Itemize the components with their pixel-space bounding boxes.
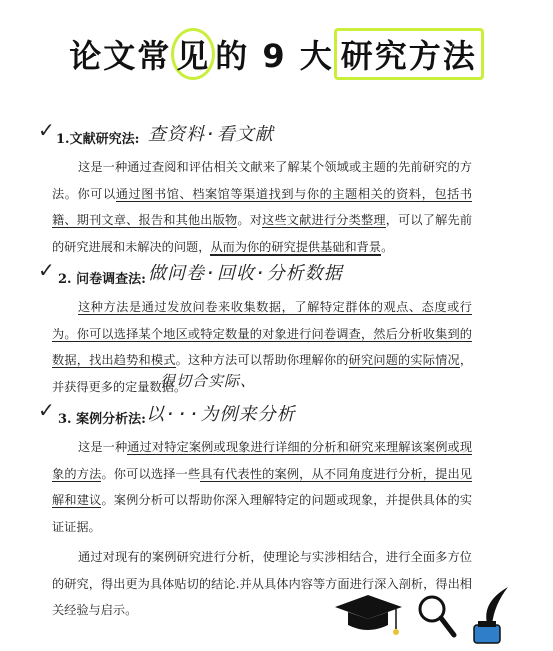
page-title: 论文常 见 的 9 大 研究方法: [0, 28, 553, 80]
graduation-cap-icon: [335, 595, 402, 635]
checkmark-icon: ✓: [38, 118, 55, 142]
handwritten-note-2b: 很切合实际、: [160, 372, 257, 390]
section-heading-3: 3. 案例分析法:: [58, 412, 146, 427]
magnifying-glass-icon: [420, 597, 454, 635]
section-paragraph-1: 这是一种通过查阅和评估相关文献来了解某个领域或主题的先前研究的方法。你可以通过图书馆、档案馆等渠道找到与你的主题相关的资料，包括书籍、期刊文章、报告和其他出版物。对这些文献进行分类整理，可以了解先前的研究进展和未解决的问题，从而为你的研究提供基础和背景。: [52, 160, 473, 254]
summary-paragraph: 通过对现有的案例研究进行分析，使理论与实涉相结合，进行全面多方位的研究，得出更为具体贴切的结论.并从具体内容等方面进行深入剖析，得出相关经验与启示。: [52, 550, 472, 617]
checkmark-icon: ✓: [38, 398, 55, 422]
section-heading-2: 2. 问卷调查法:: [58, 272, 146, 287]
handwritten-note-3: 以···为例来分析: [146, 404, 296, 425]
handwritten-note-2: 做问卷·回收·分析数据: [148, 263, 343, 284]
section-heading-1: 1.文献研究法:: [56, 132, 140, 147]
decoration-icons: [330, 585, 530, 645]
section-paragraph-2: 这种方法是通过发放问卷来收集数据，了解特定群体的观点、态度或行为。你可以选择某个地区或特定数量的对象进行问卷调查，然后分析收集到的数据，找出趋势和模式。这种方法可以帮助你理解你的研究问题的实际情况，并获得更多的定量数据。: [52, 300, 473, 394]
quill-ink-icon: [474, 587, 508, 643]
title-circled-char: 见: [171, 28, 215, 80]
handwritten-note-1: 查资料·看文献: [148, 124, 274, 145]
checkmark-icon: ✓: [38, 258, 55, 282]
title-highlight: 研究方法: [334, 28, 484, 80]
section-paragraph-3: 这是一种通过对特定案例或现象进行详细的分析和研究来理解该案例或现象的方法。你可以选择一些具有代表性的案例，从不同角度进行分析，提出见解和建议。案例分析可以帮助你深入理解特定的问题或现象，并提供具体的实证证据。: [52, 440, 473, 534]
